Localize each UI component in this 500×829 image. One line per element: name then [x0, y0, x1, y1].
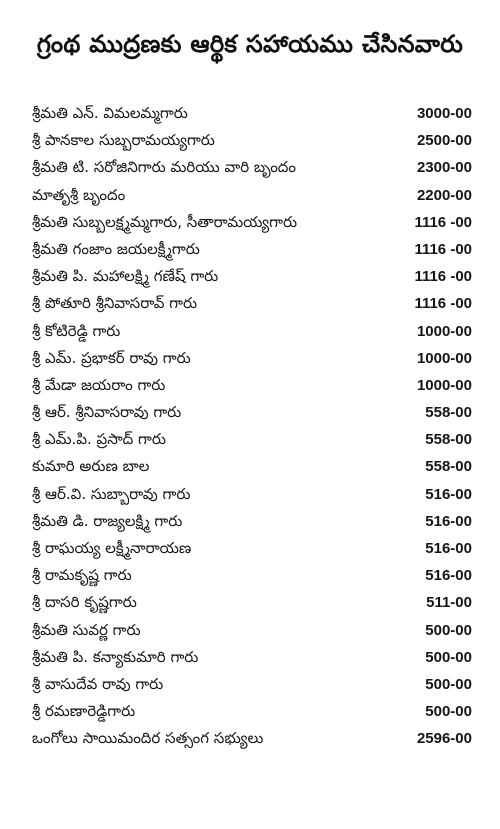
donor-amount: 1116 -00	[414, 268, 472, 286]
donor-amount: 516-00	[425, 540, 472, 557]
donor-amount: 1116 -00	[414, 213, 472, 231]
donor-row	[32, 290, 472, 317]
donor-row	[32, 698, 472, 725]
donor-name: శ్రీ రామకృష్ణ గారు	[32, 566, 132, 585]
donor-name: శ్రీ పానకాల సుబ్బరామయ్యగారు	[32, 131, 215, 150]
page-title: గ్రంథ ముద్రణకు ఆర్థిక సహాయము చేసినవారు	[36, 30, 464, 58]
donor-amount: 2500-00	[416, 132, 472, 150]
donor-name: శ్రీ రాఘయ్య లక్ష్మీనారాయణ	[32, 539, 192, 557]
donor-name: శ్రీ మేడా జయరాం గారు	[32, 375, 166, 394]
donor-name: శ్రీ ఎమ్.పి. ప్రసాద్ గారు	[32, 430, 166, 449]
donor-name: మాతృశ్రీ బృందం	[32, 185, 126, 204]
donor-name: ఒంగోలు సాయిమందిర సత్సంగ సభ్యులు	[32, 729, 264, 748]
donor-name: శ్రీ పోతూరి శ్రీనివాసరావ్ గారు	[32, 294, 198, 313]
donor-amount: 500-00	[425, 675, 472, 693]
donor-amount: 2596-00	[416, 730, 472, 748]
donor-amount: 516-00	[425, 485, 472, 503]
donor-amount: 558-00	[425, 458, 472, 476]
donor-amount: 1116 -00	[414, 295, 472, 313]
donor-amount: 500-00	[425, 648, 472, 666]
donor-amount: 3000-00	[416, 105, 472, 122]
donor-name: శ్రీమతి సుబ్బలక్ష్మమ్మగారు, సీతారామయ్యగారు	[32, 212, 298, 231]
donor-row	[32, 725, 472, 752]
donor-row	[32, 453, 472, 480]
donor-amount: 500-00	[425, 621, 472, 639]
donor-name: శ్రీమతి పి. మహాలక్ష్మి గణేష్ గారు	[32, 267, 219, 286]
donor-row	[32, 154, 472, 181]
donor-amount: 1000-00	[416, 376, 472, 394]
donor-name: శ్రీ ఆర్.వి. సుబ్బారావు గారు	[32, 484, 191, 503]
donor-row	[32, 399, 472, 426]
donor-row	[32, 589, 472, 616]
donor-row	[32, 617, 472, 644]
donor-name: శ్రీ ఎమ్. ప్రభాకర్ రావు గారు	[32, 348, 191, 367]
donor-name: శ్రీ వాసుదేవ రావు గారు	[32, 674, 164, 693]
donor-row	[32, 508, 472, 535]
donor-name: శ్రీ దాసరి కృష్ణగారు	[32, 593, 137, 612]
donor-row	[32, 209, 472, 236]
donor-amount: 558-00	[425, 404, 472, 422]
donor-row	[32, 671, 472, 698]
donor-name: శ్రీ రమణారెడ్డిగారు	[32, 702, 136, 721]
donor-name: శ్రీమతి డి. రాజ్యలక్ష్మి గారు	[32, 511, 183, 530]
donor-row	[32, 372, 472, 399]
donor-amount: 516-00	[425, 567, 472, 585]
donor-row	[32, 481, 472, 508]
donor-row	[32, 127, 472, 154]
donor-row	[32, 100, 472, 127]
donor-name: శ్రీ ఆర్. శ్రీనివాసరావు గారు	[32, 403, 182, 422]
donor-row	[32, 236, 472, 263]
donor-row	[32, 535, 472, 562]
donor-amount: 1000-00	[416, 349, 472, 367]
donor-name: శ్రీ కోటిరెడ్డి గారు	[32, 321, 121, 340]
donor-amount: 1116 -00	[414, 240, 472, 258]
donor-amount: 1000-00	[416, 322, 472, 340]
donor-amount: 2200-00	[416, 186, 472, 204]
donor-amount: 516-00	[425, 512, 472, 530]
donor-name: శ్రీమతి సువర్ణ గారు	[32, 620, 141, 639]
donor-name: శ్రీమతి ఎన్. విమలమ్మగారు	[32, 104, 188, 122]
donor-name: శ్రీమతి గంజాం జయలక్ష్మీగారు	[32, 239, 200, 258]
donor-row	[32, 562, 472, 589]
donor-row	[32, 345, 472, 372]
donor-row	[32, 182, 472, 209]
donor-amount: 558-00	[425, 431, 472, 449]
donor-amount: 500-00	[425, 703, 472, 721]
donor-name: కుమారి అరుణ బాల	[32, 457, 150, 476]
donor-amount: 511-00	[426, 594, 472, 612]
donor-row	[32, 644, 472, 671]
donor-list	[32, 100, 472, 753]
donor-amount: 2300-00	[416, 159, 472, 177]
donor-row	[32, 426, 472, 453]
donor-name: శ్రీమతి టి. సరోజినిగారు మరియు వారి బృందం	[32, 158, 297, 177]
donor-row	[32, 263, 472, 290]
donor-name: శ్రీమతి పి. కన్యాకుమారి గారు	[32, 647, 199, 666]
donor-row	[32, 318, 472, 345]
